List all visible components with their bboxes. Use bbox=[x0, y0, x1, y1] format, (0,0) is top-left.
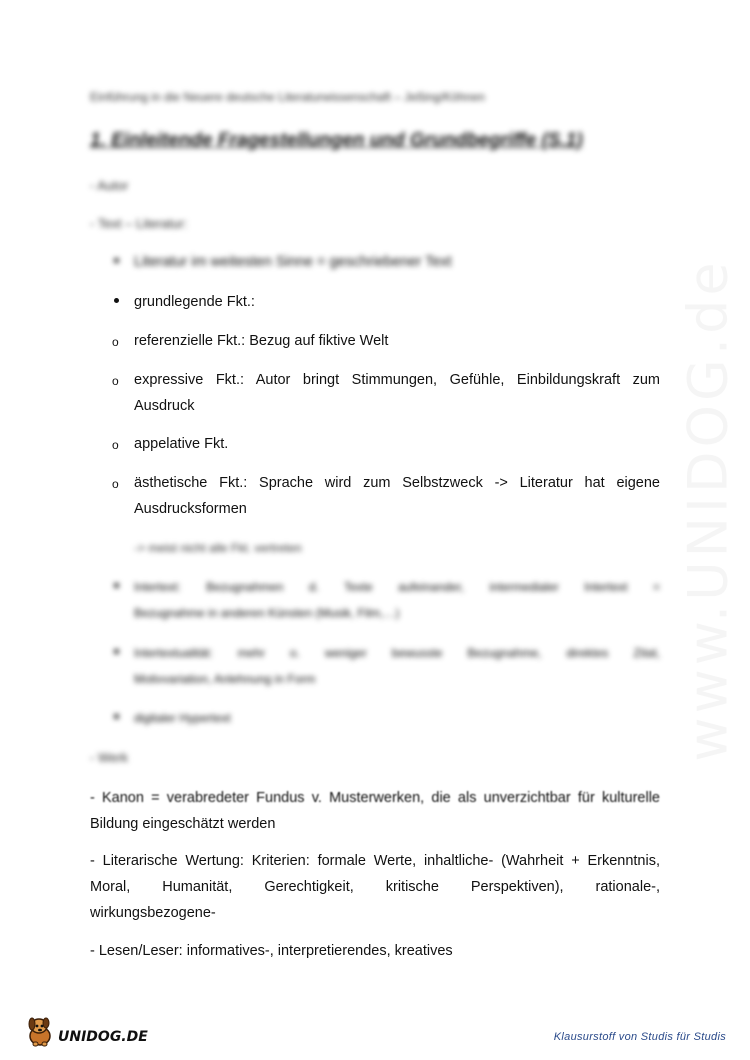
list-item-literatur bbox=[112, 249, 660, 275]
section-werk: - Werk bbox=[90, 750, 129, 765]
bullet-marker bbox=[112, 574, 134, 626]
unidog-logo bbox=[24, 1014, 148, 1048]
list-item-text: digitaler Hypertext bbox=[134, 711, 231, 725]
document-header: Einführung in die Neuere deutsche Literaturwissenschaft – Jeßing/Köhnen bbox=[90, 90, 485, 104]
list-item-appelative bbox=[112, 431, 660, 459]
list-item-text bbox=[134, 574, 660, 626]
text-line: Ausdruck bbox=[134, 398, 195, 414]
list-item-text: appelative Fkt. bbox=[134, 436, 229, 452]
text-line: - Kanon = verabredeter Fundus v. Musterwerken, die als unverzichtbar für kulturelle bbox=[90, 790, 660, 806]
note-meist-nicht: -> meist nicht alle Fkt. vertreten bbox=[134, 541, 302, 555]
bullet-marker bbox=[112, 705, 134, 731]
circle-marker: o bbox=[112, 335, 119, 349]
circle-marker: o bbox=[112, 477, 119, 491]
bullet-marker bbox=[112, 289, 134, 315]
list-item-text: grundlegende Fkt.: bbox=[134, 294, 255, 310]
paragraph-kanon bbox=[90, 785, 660, 837]
section-autor: - Autor bbox=[90, 178, 129, 193]
text-line: - Literarische Wertung: Kriterien: formale Werte, inhaltliche- (Wahrheit + Erkenntnis, bbox=[90, 853, 660, 869]
text-line: Moral, Humanität, Gerechtigkeit, kritische Perspektiven), rationale-, bbox=[90, 879, 660, 895]
list-item-text bbox=[134, 367, 660, 419]
list-item-hypertext bbox=[112, 705, 660, 731]
page-title: 1. Einleitende Fragestellungen und Grundbegriffe (S.1) bbox=[90, 130, 583, 151]
list-item-expressive bbox=[112, 367, 660, 419]
list-item-intertextualitaet bbox=[112, 640, 660, 692]
circle-marker: o bbox=[112, 438, 119, 452]
list-item-text bbox=[134, 470, 660, 522]
list-item-grundlegende bbox=[112, 289, 660, 315]
text-line: Ausdrucksformen bbox=[134, 501, 247, 517]
list-item-text: referenzielle Fkt.: Bezug auf fiktive Welt bbox=[134, 333, 389, 349]
text-line: ästhetische Fkt.: Sprache wird zum Selbstzweck -> Literatur hat eigene bbox=[134, 475, 660, 491]
text-line: - Lesen/Leser: informatives-, interpretierendes, kreatives bbox=[90, 943, 453, 959]
list-item-text: Literatur im weitesten Sinne = geschriebener Text bbox=[134, 254, 452, 270]
list-item-text bbox=[134, 640, 660, 692]
logo-text: UNIDOG.DE bbox=[58, 1029, 148, 1045]
list-item-aesthetische bbox=[112, 470, 660, 522]
bullet-marker bbox=[112, 249, 134, 275]
circle-marker: o bbox=[112, 374, 119, 388]
watermark: www.UNIDOG.de bbox=[676, 258, 740, 762]
text-line: wirkungsbezogene- bbox=[90, 905, 216, 921]
footer-tagline: Klausurstoff von Studis für Studis bbox=[553, 1031, 726, 1043]
text-line: Bildung eingeschätzt werden bbox=[90, 816, 276, 832]
text-line: Bezugnahme in anderen Künsten (Musik, Film,…) bbox=[134, 606, 400, 620]
text-line: Intertextualität: mehr o. weniger bewusste Bezugnahme, direktes Zitat, bbox=[134, 646, 660, 660]
paragraph-lesen-leser bbox=[90, 938, 660, 964]
text-line: Intertext: Bezugnahmen d. Texte aufeinander, intermedialer Intertext = bbox=[134, 580, 660, 594]
bullet-marker bbox=[112, 640, 134, 692]
list-item-referenzielle bbox=[112, 328, 660, 356]
section-text-literatur: - Text – Literatur: bbox=[90, 216, 188, 231]
list-item-intertext bbox=[112, 574, 660, 626]
paragraph-literarische-wertung bbox=[90, 848, 660, 926]
text-line: Motivvariation, Anlehnung in Form bbox=[134, 672, 316, 686]
text-line: expressive Fkt.: Autor bringt Stimmungen, Gefühle, Einbildungskraft zum bbox=[134, 372, 660, 388]
dog-icon bbox=[24, 1014, 56, 1048]
